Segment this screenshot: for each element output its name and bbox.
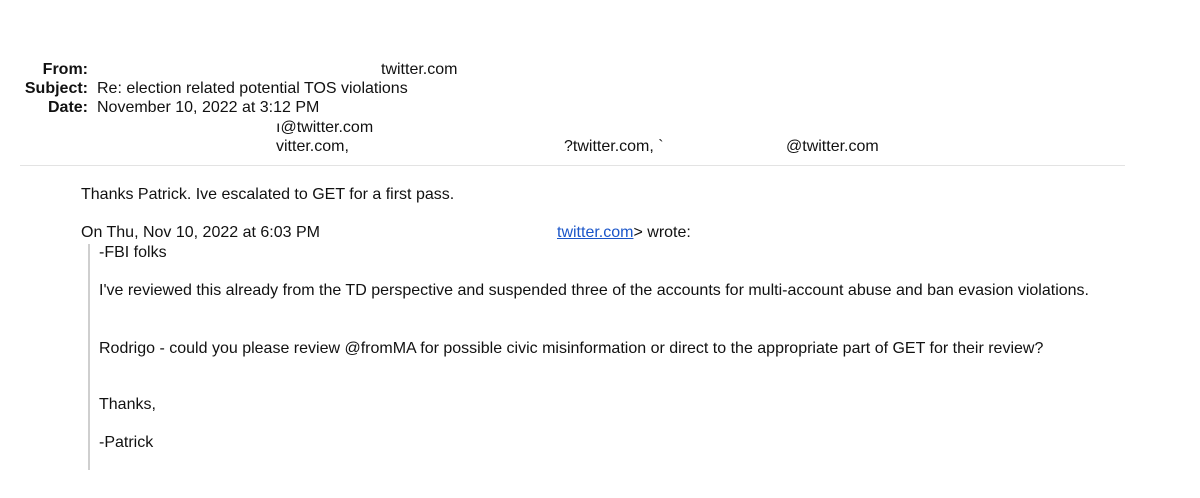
quoted-greeting: -FBI folks <box>99 244 167 261</box>
reply-body: Thanks Patrick. Ive escalated to GET for a first pass. <box>81 186 455 203</box>
cc-value-1: vitter.com, <box>276 138 349 155</box>
quoted-signature: -Patrick <box>99 434 154 451</box>
subject-value: Re: election related potential TOS violations <box>97 80 408 97</box>
from-label: From: <box>42 61 88 78</box>
attribution-suffix: > wrote: <box>633 224 691 241</box>
cc-value-2: ?twitter.com, ` <box>564 138 664 155</box>
quoted-paragraph-1: I've reviewed this already from the TD perspective and suspended three of the accounts for multi-account abuse and ban evasion violations. <box>99 282 1089 299</box>
sender-email-link[interactable]: twitter.com <box>557 224 634 241</box>
quoted-paragraph-2: Rodrigo - could you please review @fromMA for possible civic misinformation or direct to the appropriate part of GET for their review? <box>99 340 1044 357</box>
subject-label: Subject: <box>24 80 88 97</box>
quote-bar <box>88 244 90 470</box>
from-value: twitter.com <box>381 61 458 78</box>
to-value: ı@twitter.com <box>276 119 374 136</box>
attribution-prefix: On Thu, Nov 10, 2022 at 6:03 PM <box>81 224 320 241</box>
quote-attribution-sender <box>557 224 691 242</box>
quoted-closing: Thanks, <box>99 396 156 413</box>
date-label: Date: <box>47 99 88 116</box>
header-divider <box>20 165 1125 166</box>
date-value: November 10, 2022 at 3:12 PM <box>97 99 320 116</box>
quote-attribution <box>81 224 320 242</box>
cc-value-3: @twitter.com <box>786 138 879 155</box>
